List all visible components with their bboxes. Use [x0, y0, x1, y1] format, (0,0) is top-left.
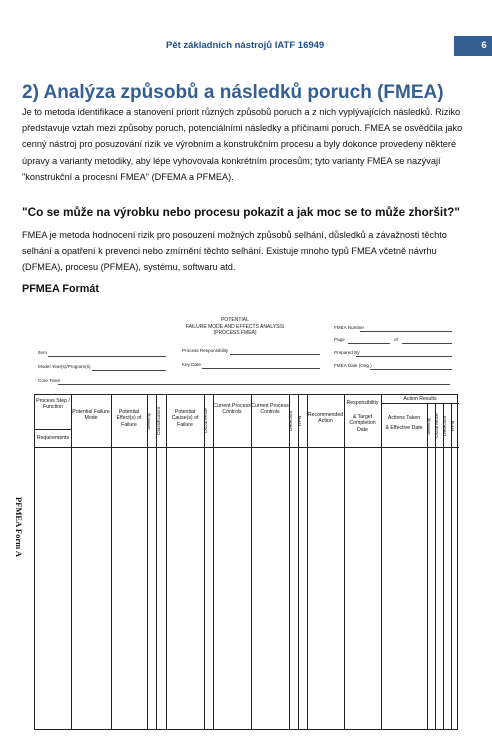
pfmea-form-image	[14, 312, 458, 730]
col-ar-occurrence: Occurrence	[435, 413, 440, 439]
col-divider	[111, 395, 112, 729]
col-process-step: Process Step / Function	[36, 398, 70, 411]
col-prevention-controls: Current Process Controls	[213, 403, 251, 416]
fmea-number-label: FMEA Number	[334, 325, 365, 330]
requirements-rule	[35, 429, 71, 430]
col-divider	[156, 395, 157, 729]
col-divider	[298, 395, 299, 729]
page-label: Page	[334, 337, 345, 342]
col-divider	[213, 395, 214, 729]
prepared-by-label: Prepared By	[334, 350, 360, 355]
item-line	[48, 356, 166, 357]
col-detection: Detection	[289, 410, 294, 432]
of-label: of	[394, 337, 398, 342]
intro-paragraph: Je to metoda identifikace a stanovení priorit různých způsobů poruch a z nich vyplývajících následků. Riziko představuje vztah mezi způsoby poruch, potenciálními následky a příčinami poruch. FMEA se osvědčila jako cenný nástroj pro posuzování rizik ve výrobním a konstrukčním procesu a byly dokonce provedeny některé úpravy a varianty metodiky, aby lépe vyhovovala konkrétním procesům; tyto varianty FMEA se nazývají "konstrukční a procesní FMEA" (DFEMA a PFMEA).	[22, 107, 463, 182]
col-divider	[381, 395, 382, 729]
col-classification: Classification	[157, 406, 162, 436]
col-actions-taken: Actions Taken	[387, 415, 421, 421]
of-line	[402, 343, 452, 344]
col-ar-detection: Detection	[443, 415, 448, 437]
col-failure-mode: Potential Failure Mode	[72, 409, 110, 422]
col-divider	[251, 395, 252, 729]
col-divider	[307, 395, 308, 729]
pfmea-format-heading: PFMEA Formát	[22, 283, 99, 295]
col-divider	[289, 395, 290, 729]
col-divider	[147, 395, 148, 729]
core-team-line	[58, 384, 450, 385]
col-occurrence: Occurrence	[204, 408, 209, 434]
col-divider	[71, 395, 72, 729]
col-target-date: & Target Completion Date	[349, 414, 376, 433]
fmea-number-line	[360, 331, 452, 332]
col-divider	[451, 403, 452, 729]
form-title-line2: FAILURE MODE AND EFFECTS ANALYSIS	[185, 323, 285, 330]
col-requirements: Requirements	[36, 435, 70, 441]
core-team-label: Core Team	[38, 378, 61, 383]
header-title: Pět základních nástrojů IATF 16949	[166, 40, 325, 51]
model-years-line	[92, 370, 166, 371]
prepared-by-line	[356, 356, 452, 357]
form-title-line1: POTENTIAL	[221, 317, 249, 323]
model-years-label: Model Year(s)/Program(s)	[38, 364, 91, 369]
section-heading: 2) Analýza způsobů a následků poruch (FMEA)	[22, 82, 444, 103]
method-paragraph: FMEA je metoda hodnocení rizik pro posouzení možných způsobů selhání, důsledků a závažnosti těchto selhání a opatření k prevenci nebo zmírnění těchto selhání. Existuje mnoho typů FMEA včetně návrhu (DFMEA), procesu (PFMEA), systému, softwaru atd.	[22, 230, 447, 273]
col-ar-severity: Severity	[427, 417, 432, 435]
page-number: 6	[481, 40, 487, 51]
col-severity: Severity	[147, 412, 152, 430]
col-responsibility: Responsibility	[346, 400, 379, 406]
pfmea-table	[34, 394, 458, 730]
col-divider	[204, 395, 205, 729]
header-bottom-rule	[35, 447, 459, 448]
process-responsibility-line	[230, 354, 320, 355]
col-effective-date: & Effective Date	[385, 425, 423, 431]
col-detection-controls: Current Process Controls	[251, 403, 289, 416]
col-ar-rpn: RPN	[451, 420, 456, 432]
page-header	[24, 36, 489, 56]
col-causes: Potential Cause(s) of Failure	[171, 409, 199, 428]
col-divider	[166, 395, 167, 729]
col-divider	[435, 403, 436, 729]
page-line	[348, 343, 390, 344]
form-side-label: PFMEA Form A	[14, 497, 24, 557]
col-divider	[344, 395, 345, 729]
key-question: "Co se může na výrobku nebo procesu pokazit a jak moc se to může zhoršit?"	[22, 205, 460, 219]
form-title	[170, 317, 300, 337]
page-number-box	[454, 36, 492, 56]
col-recommended-action: Recommended Action	[307, 412, 344, 425]
col-effects: Potential Effect(s) of Failure	[116, 409, 142, 428]
fmea-date-label: FMEA Date (Orig.)	[334, 363, 372, 368]
key-date-label: Key Date	[182, 362, 201, 367]
form-title-line3: (PROCESS FMEA)	[213, 330, 257, 336]
action-results-rule	[381, 403, 459, 404]
key-date-line	[202, 368, 320, 369]
col-rpn: RPN	[298, 415, 303, 427]
col-action-results: Action Results	[403, 396, 437, 402]
col-divider	[427, 403, 428, 729]
fmea-date-line	[370, 369, 452, 370]
item-label: Item	[38, 350, 47, 355]
col-divider	[443, 403, 444, 729]
process-responsibility-label: Process Responsibility	[182, 348, 229, 353]
